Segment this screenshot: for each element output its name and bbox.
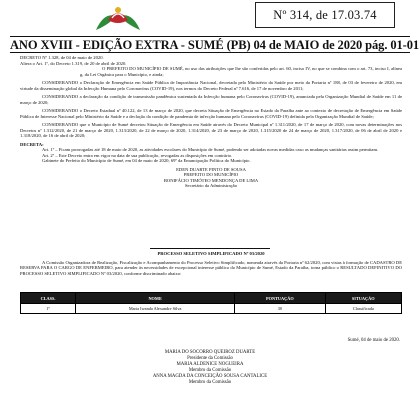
result-table [20,292,402,314]
considerando-paragraph: CONSIDERANDO o Decreto Estadual nº 40.122, de 13 de março de 2020, que decreta Situação de Emergência no Estado da Paraíba ante ao contexto de decretação de Emergência em Saúde Pública de Interesse Nacional pelo Ministério da Saúde e a declação da condição de pandemia de infecção humana pelo Coronavírus (COVID-19) definida pela Organização Mundial de Saúde; [20,108,402,119]
processo-title: PROCESSO SELETIVO SIMPLIFICADO Nº 03/2020 [157,251,265,256]
considerando-paragraph: CONSIDERANDO que o Município de Sumé decretou Situação de Emergência em Saúde através do Decreto Municipal nº 1.311/2020, de 17 de março de 2020, com novas determinações nos Decretos nº 1.312/2020, de 21 de março de 2020, 1.313/2020, de 22 de março de 2020, 1.314/2020, de 23 de março de 2020, 1.315/2020 de 24 de março de 2020, 1.317/2020, de 06 de abril de 2020 e 1.318/2020, de 16 de abril de 2020; [20,122,402,138]
section-divider [150,248,270,249]
commission-member-role: Membro da Comissão [188,368,232,373]
table-cell: 1º [21,304,76,314]
commission-member-role: Presidente da Comissão [187,356,233,361]
processo-text: A Comissão Organizadora de Realização, Fiscalização e Acompanhamento do Processo Seletivo Simplificado, nomeada através da Portaria nº 62/2020, com vistas à formação de CADASTRO DE RESERVA PARA O CARGO DE ENFERMEIRO, para atender às necessidades de excepcional interesse público do Município de Sumé, Estado da Paraíba, torna público o RESULTADO DEFINITIVO DO PROCESSO SELETIVO SIMPLIFICADO Nº 03/2020, conforme discriminado abaixo: [20,259,402,276]
commission-signatures [0,350,420,386]
commission-member-role: Membro da Comissão [188,380,232,385]
table-header-cell: SITUAÇÃO [325,293,401,304]
considerando-paragraph: CONSIDERANDO a Declaração de Emergência em Saúde Pública de Importância Nacional, decretada pelo Ministério da Saúde por meio da Portaria nº 188, de 03 de fevereiro de 2020, em virtude da disseminação global da Infecção Humana pelo Coronavírus (COVID-19), nos termos do Decreto Federal nº 7.616, de 17 de novembro de 2011; [20,80,402,91]
decree-ref: DECRETO Nº 1.328, de 04 de maio de 2020. [20,55,104,60]
article-paragraph: Art. 2º – Este Decreto entra em vigor na data de sua publicação, revogadas as disposições em contrário. [42,152,233,158]
date-place: Sumé, 04 de maio de 2020. [347,338,400,343]
edition-number-box: Nº 314, de 17.03.74 [255,2,395,28]
commission-member-name: MARIA ALDENICE NOGUEIRA [176,362,244,367]
table-cell: 30 [235,304,325,314]
table-header-row [21,293,402,304]
table-header-cell: NOME [76,293,235,304]
top-rule [10,36,410,37]
masthead: ANO XVIII - EDIÇÃO EXTRA - SUMÉ (PB) 04 de MAIO de 2020 pág. 01-01 [10,38,420,52]
decree-block [20,55,402,189]
table-cell: Classificada [325,304,401,314]
signatory-name: BONIFÁCIO TIMÓTEO MENDONÇA DE LIMA [163,177,259,183]
commission-member-name: MARIA DO SOCORRO QUEIROZ DUARTE [164,350,256,355]
decreta-heading: DECRETA: [20,141,44,147]
municipal-logo [90,4,146,34]
decree-ementa: Altera o Art. 1º, do Decreto 1.319, de 20 de abril de 2020. [20,60,127,66]
signatory-role: PREFEITO DO MUNICÍPIO [183,172,239,177]
processo-block [20,251,402,276]
table-row [21,304,402,314]
decree-preamble: O PREFEITO DO MUNICÍPIO DE SUMÉ, no uso das atribuições que lhe são conferidas pelo art. 60, inciso IV, no que se combina com o art. 73, inciso I, alínea g, da Lei Orgânica para o Município, e ainda; [80,66,402,77]
table-cell: Maria Iwanda Alexandre Silva [76,304,235,314]
gabinete-paragraph: Gabinete do Prefeito do Município de Sumé, em 04 de maio de 2020; 69º da Emancipação Política do Município. [42,158,251,163]
signatory-role: Secretário da Administração [184,183,238,188]
table-header-cell: PONTUAÇÃO [235,293,325,304]
commission-member-name: ANNA MAGDA DA CONCEIÇÃO SOUSA CANTALICE [152,374,268,379]
masthead-rule [10,52,410,53]
table-header-cell: CLASS. [21,293,76,304]
article-paragraph: Art. 1º – Ficam prorrogadas até 18 de maio de 2020, as atividades escolares do Município de Sumé, podendo ser adotadas novas medidas caso as mudanças sanitárias assim permitam. [42,147,379,152]
signatory-name: EDEN DUARTE PINTO DE SOUSA [176,166,246,172]
considerando-paragraph: CONSIDERANDO a declaração da condição de transmissão pandêmica sustentada da Infecção humana pelo Coronavírus (COVID-19), anunciada pela Organização Mundial de Saúde em 11 de março de 2020; [20,94,402,105]
